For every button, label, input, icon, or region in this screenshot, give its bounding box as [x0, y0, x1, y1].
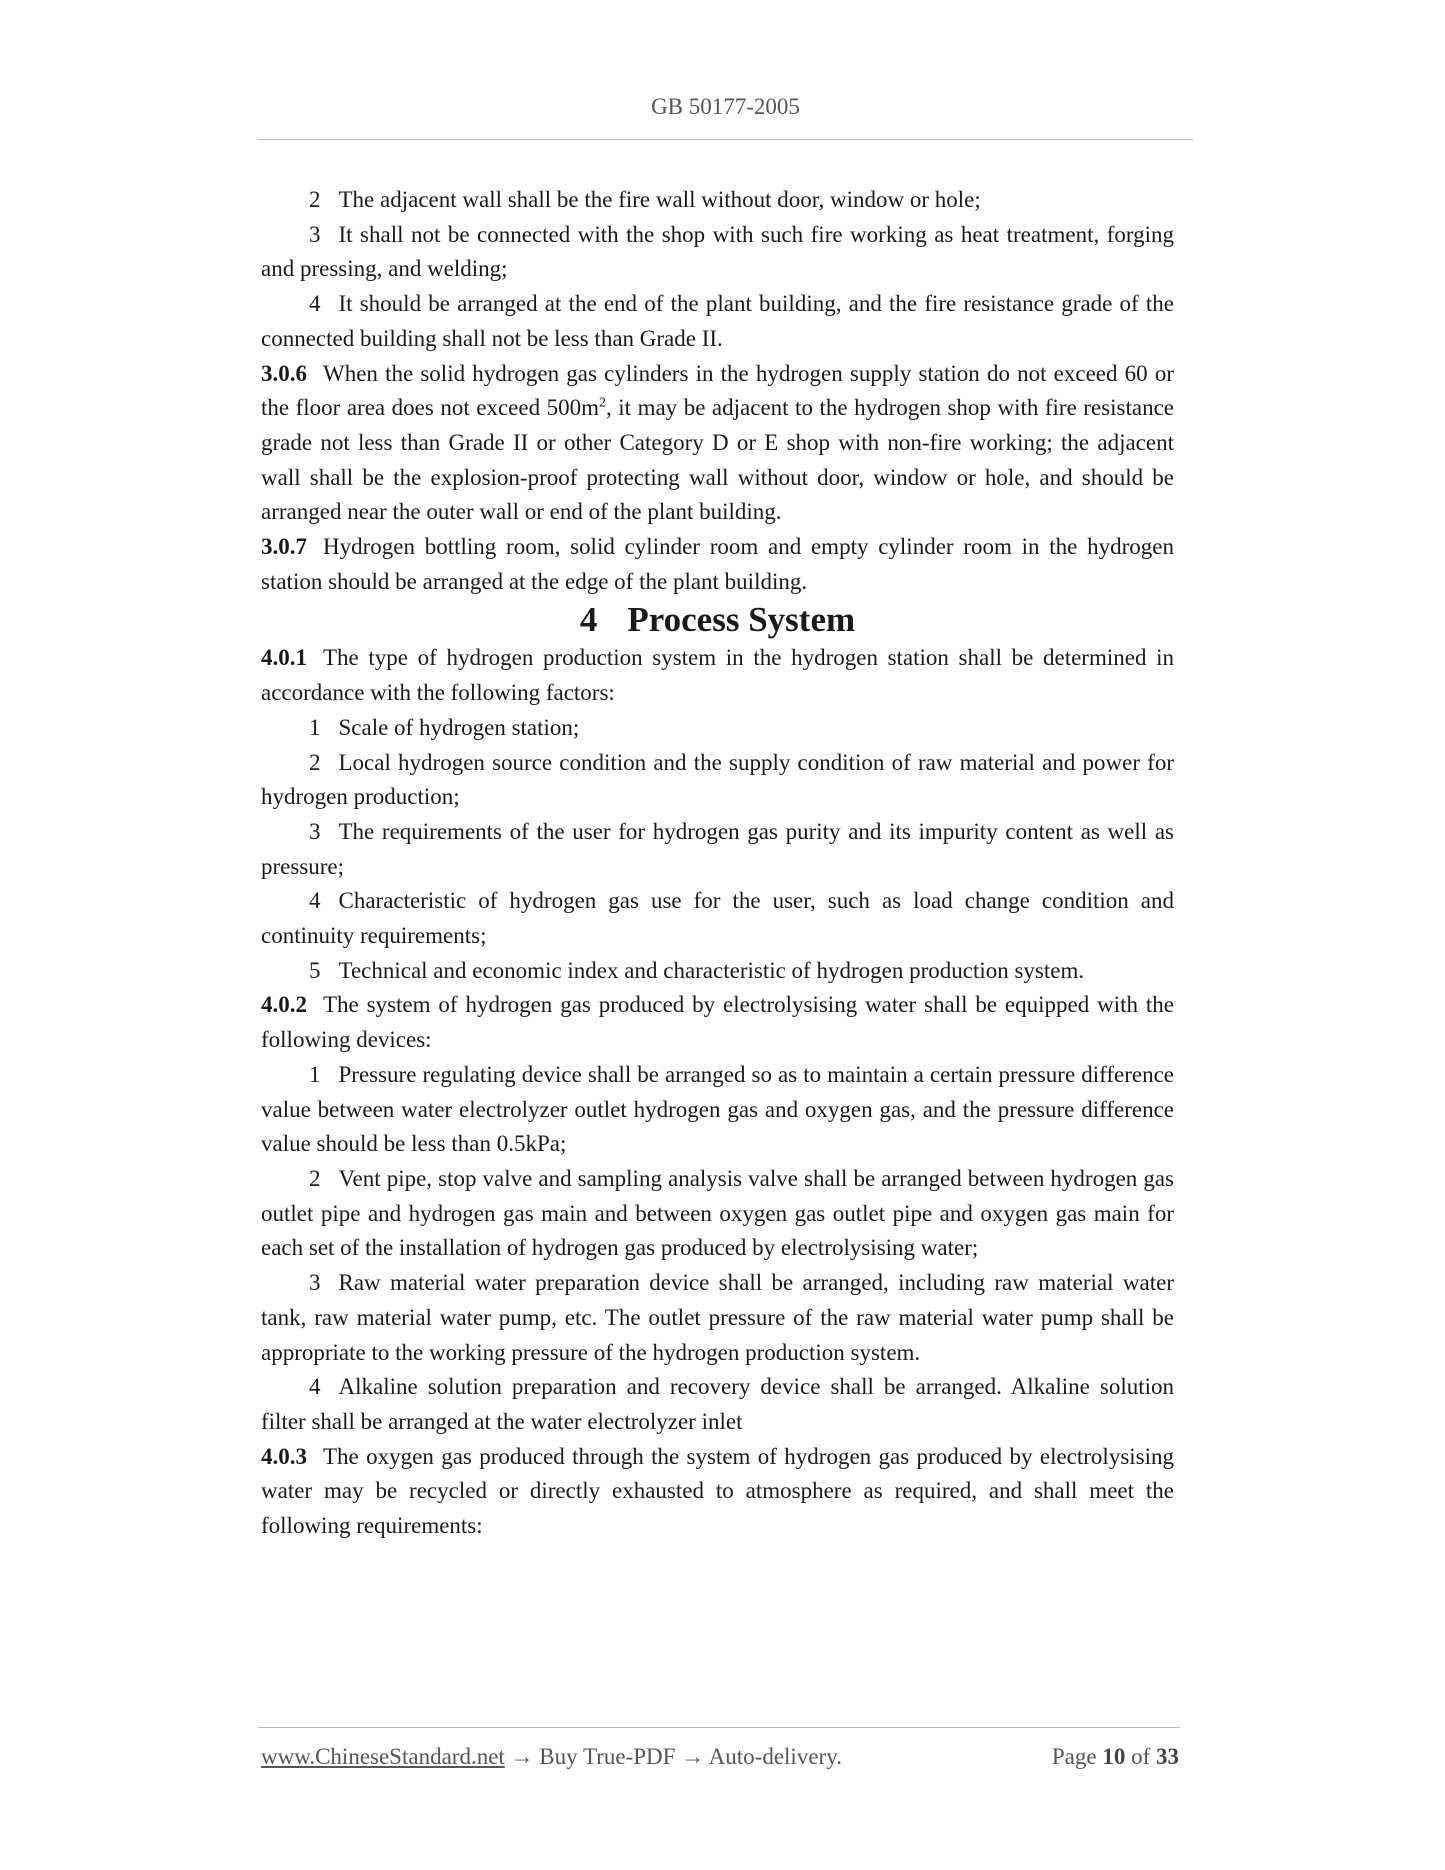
list-item: 5 Technical and economic index and characteristic of hydrogen production system.: [309, 957, 1085, 983]
page-header: [258, 94, 1193, 120]
list-item: 3 Raw material water preparation device shall be arranged, including raw material water tank, raw material water pump, etc. The outlet pressure of the raw material water pump shall be appropriate to the working pressure of the hydrogen production system.: [261, 1270, 1174, 1365]
page-number: Page 10 of 33: [1051, 1744, 1179, 1769]
list-item: 3 The requirements of the user for hydrogen gas purity and its impurity content as well as pressure;: [261, 818, 1174, 879]
list-item: 4 Characteristic of hydrogen gas use for the user, such as load change condition and continuity requirements;: [261, 888, 1174, 949]
clause-number: 4.0.2: [261, 992, 307, 1018]
auto-delivery-text: Auto-delivery.: [708, 1744, 842, 1769]
list-item: 4 It should be arranged at the end of the plant building, and the fire resistance grade of the connected building shall not be less than Grade II.: [261, 291, 1174, 351]
footer-divider: [258, 1727, 1180, 1728]
list-item: 3 It shall not be connected with the shop with such fire working as heat treatment, forging and pressing, and welding;: [261, 221, 1174, 282]
clause-3-0-6: 3.0.6 When the solid hydrogen gas cylinders in the hydrogen supply station do not exceed 60 or the floor area does not exceed $500m^2$, it may be adjacent to the hydrogen shop with fire resistance grade not less than Grade II or other Category D or E shop with non-fire working; the adjacent wall shall be the explosion-proof protecting wall without door, window or hole, and should be arranged near the outer wall or end of the plant building.: [261, 360, 1174, 525]
clause-4-0-1: 4.0.1 The type of hydrogen production system in the hydrogen station shall be determined in accordance with the following factors:: [261, 645, 1174, 706]
header-divider: [258, 139, 1193, 140]
clause-number: 4.0.1: [261, 645, 307, 671]
clause-number: 3.0.6: [261, 360, 307, 386]
clause-number: 4.0.3: [261, 1443, 307, 1469]
buy-pdf-text: Buy True-PDF: [539, 1744, 676, 1769]
arrow-right-icon: →: [510, 1744, 534, 1769]
footer-promo: [261, 1744, 842, 1770]
list-item: 4 Alkaline solution preparation and recovery device shall be arranged. Alkaline solution filter shall be arranged at the water electrolyzer inlet: [261, 1374, 1174, 1434]
website-link[interactable]: www.ChineseStandard.net: [261, 1744, 505, 1769]
arrow-right-icon: →: [681, 1744, 705, 1769]
document-code: GB 50177-2005: [651, 94, 800, 119]
list-item: 2 The adjacent wall shall be the fire wall without door, window or hole;: [309, 187, 981, 212]
list-item: 2 Vent pipe, stop valve and sampling analysis valve shall be arranged between hydrogen gas outlet pipe and hydrogen gas main and between oxygen gas outlet pipe and oxygen gas main for each set of the installation of hydrogen gas produced by electrolysising water;: [261, 1165, 1174, 1261]
chapter-title: 4 Process System: [579, 600, 856, 640]
clause-4-0-3: 4.0.3 The oxygen gas produced through the system of hydrogen gas produced by electrolysising water may be recycled or directly exhausted to atmosphere as required, and shall meet the following requirements:: [261, 1443, 1174, 1539]
document-body: [261, 183, 1174, 1544]
page-footer: [261, 1744, 1179, 1770]
list-item: 2 Local hydrogen source condition and the supply condition of raw material and power for hydrogen production;: [261, 749, 1174, 810]
list-item: 1 Scale of hydrogen station;: [309, 714, 580, 740]
clause-3-0-7: 3.0.7 Hydrogen bottling room, solid cylinder room and empty cylinder room in the hydrogen station should be arranged at the edge of the plant building.: [261, 534, 1174, 594]
clause-4-0-2: 4.0.2 The system of hydrogen gas produced by electrolysising water shall be equipped with the following devices:: [261, 992, 1174, 1053]
clause-number: 3.0.7: [261, 534, 307, 560]
list-item: 1 Pressure regulating device shall be arranged so as to maintain a certain pressure difference value between water electrolyzer outlet hydrogen gas and oxygen gas, and the pressure difference value should be less than 0.5kPa;: [261, 1061, 1174, 1157]
